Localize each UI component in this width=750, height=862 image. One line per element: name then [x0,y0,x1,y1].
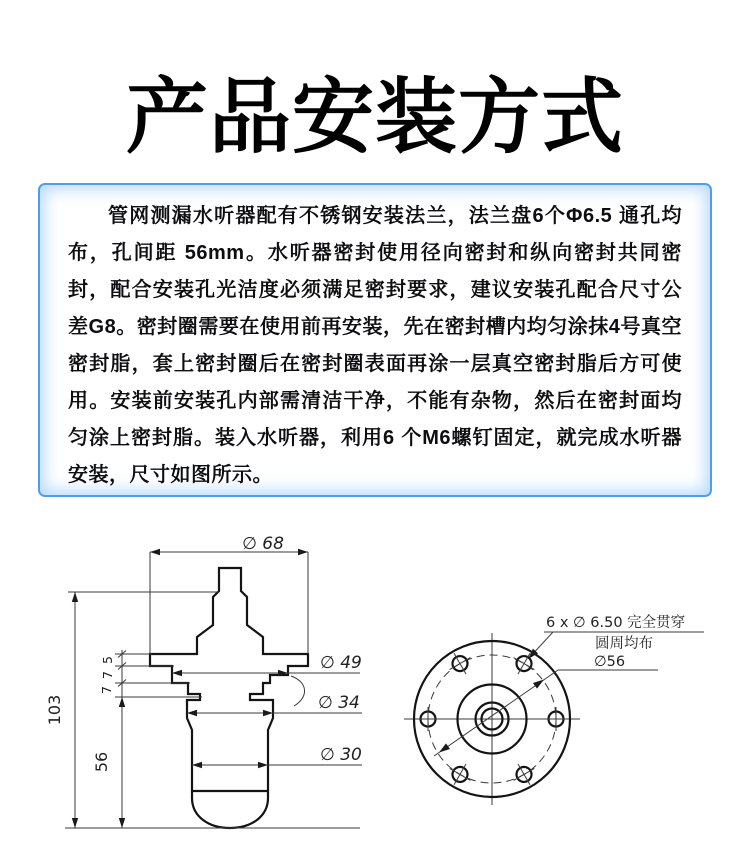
holes-note-line1: 6 x ∅ 6.50 完全贯穿 [546,615,686,631]
dim-label-dia49: ∅ 49 [320,653,362,673]
page-title: 产品安装方式 [125,72,624,163]
arrowhead [437,743,450,755]
side-view-drawing [45,534,362,828]
bolt-circle-label: ∅56 [594,654,626,670]
dim-label-dia34: ∅ 34 [318,693,360,713]
holes-note-line2: 圆周均布 [595,636,653,652]
hydrophone-outline [150,568,308,828]
dim-label-total-height: 103 [45,694,64,726]
bolt-hole [508,758,541,791]
description-text: 管网测漏水听器配有不锈钢安装法兰，法兰盘6个Φ6.5 通孔均布，孔间距 56mm。水听器密封使用径向密封和纵向密封共同密封，配合安装孔光洁度必须满足密封要求，建议安装孔配合尺寸公差G8。密封圈需要在使用前再安装，先在密封槽内均匀涂抹4号真空密封脂，套上密封圈后在密封圈表面再涂一层真空密封脂后方可使用。安装前安装孔内部需清洁干净，不能有杂物，然后在密封面均匀涂上密封脂。装入水听器，利用6 个M6螺钉固定，就完成水听器安装，尺寸如图所示。 [68,205,682,486]
description-box [38,183,712,497]
bolt-hole [544,707,568,731]
dim-label-step7b: 7 [99,686,114,694]
arrowhead [298,549,308,555]
arrowhead [150,549,160,555]
dim-label-step5: 5 [100,656,115,664]
top-view-drawing [404,614,704,805]
bolt-hole [444,758,477,791]
arrowhead [119,697,125,707]
dim-label-step7a: 7 [100,671,115,679]
dim-label-dia30: ∅ 30 [320,745,362,765]
seal-groove-arc [291,676,305,706]
technical-drawings [0,510,750,862]
bolt-hole [416,707,440,731]
dim-label-flange-diameter: ∅ 68 [242,534,284,554]
bolt-hole [444,647,477,680]
arrowhead [72,818,78,828]
arrowhead [533,677,546,689]
arrowhead [119,818,125,828]
arrowhead [72,592,78,602]
dim-label-body-height: 56 [92,751,111,773]
